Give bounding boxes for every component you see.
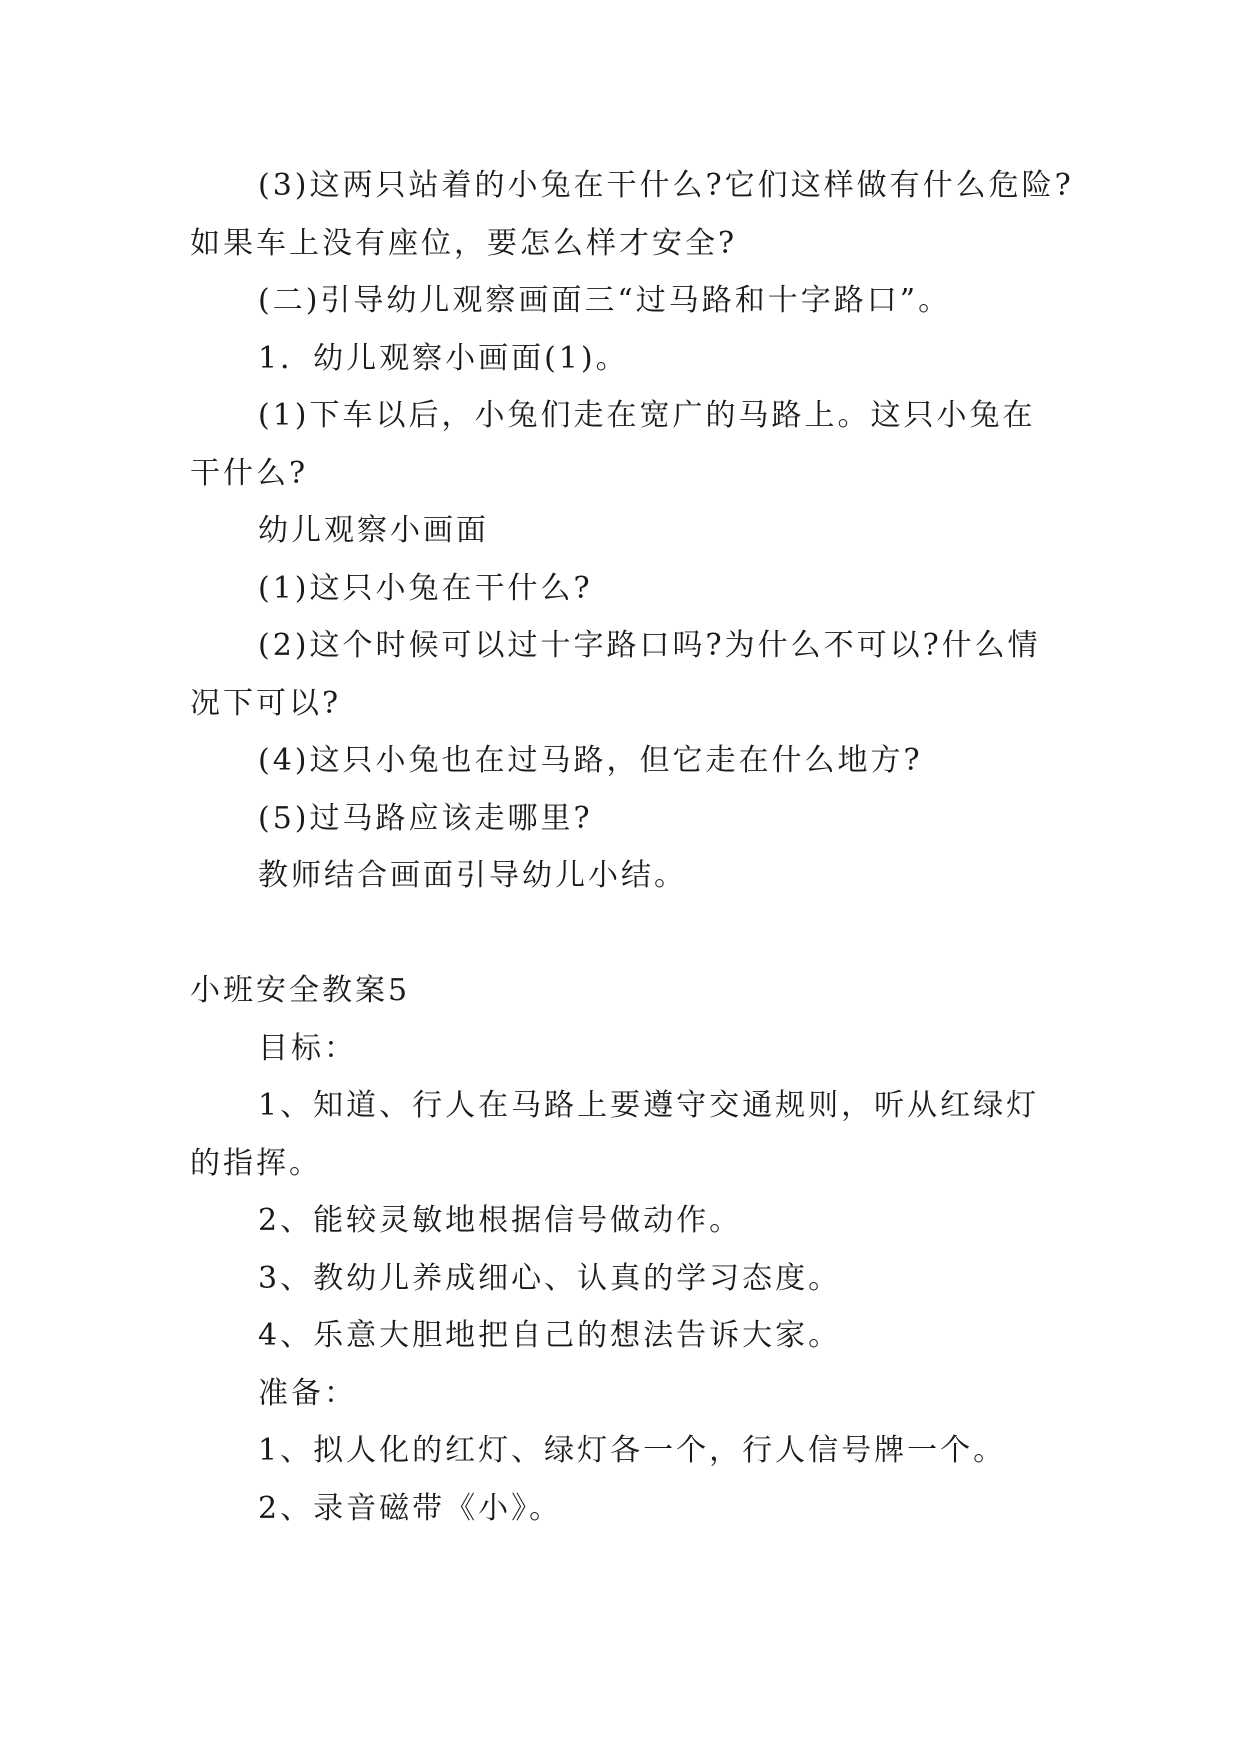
paragraph-line: (二)引导幼儿观察画面三“过马路和十字路口”。 bbox=[258, 283, 952, 318]
paragraph-line: 1、知道、行人在马路上要遵守交通规则，听从红绿灯 bbox=[258, 1088, 1040, 1123]
paragraph-line: 目标： bbox=[258, 1031, 357, 1066]
paragraph-line: 2、能较灵敏地根据信号做动作。 bbox=[258, 1203, 743, 1238]
paragraph-line: 2、录音磁带《小》。 bbox=[258, 1491, 563, 1526]
paragraph-line: (1)下车以后，小兔们走在宽广的马路上。这只小兔在 bbox=[258, 398, 1036, 433]
paragraph-line: 如果车上没有座位，要怎么样才安全? bbox=[190, 226, 738, 261]
paragraph-line: 教师结合画面引导幼儿小结。 bbox=[258, 858, 687, 893]
paragraph-line: (1)这只小兔在干什么? bbox=[258, 571, 593, 606]
paragraph-line: 3、教幼儿养成细心、认真的学习态度。 bbox=[258, 1261, 842, 1296]
paragraph-line: 幼儿观察小画面 bbox=[258, 513, 489, 548]
paragraph-line: 干什么? bbox=[190, 456, 309, 491]
paragraph-line: 4、乐意大胆地把自己的想法告诉大家。 bbox=[258, 1318, 842, 1353]
paragraph-line: (2)这个时候可以过十字路口吗?为什么不可以?什么情 bbox=[258, 628, 1041, 663]
paragraph-line: 的指挥。 bbox=[190, 1146, 322, 1181]
paragraph-line: 1．幼儿观察小画面(1)。 bbox=[258, 341, 629, 376]
paragraph-line: (5)过马路应该走哪里? bbox=[258, 801, 593, 836]
paragraph-line: 况下可以? bbox=[190, 686, 342, 721]
paragraph-line: 准备： bbox=[258, 1376, 357, 1411]
paragraph-line: (3)这两只站着的小兔在干什么?它们这样做有什么危险? bbox=[258, 168, 1074, 203]
paragraph-line: 1、拟人化的红灯、绿灯各一个，行人信号牌一个。 bbox=[258, 1433, 1007, 1468]
section-heading: 小班安全教案5 bbox=[190, 973, 411, 1008]
paragraph-line: (4)这只小兔也在过马路，但它走在什么地方? bbox=[258, 743, 923, 778]
